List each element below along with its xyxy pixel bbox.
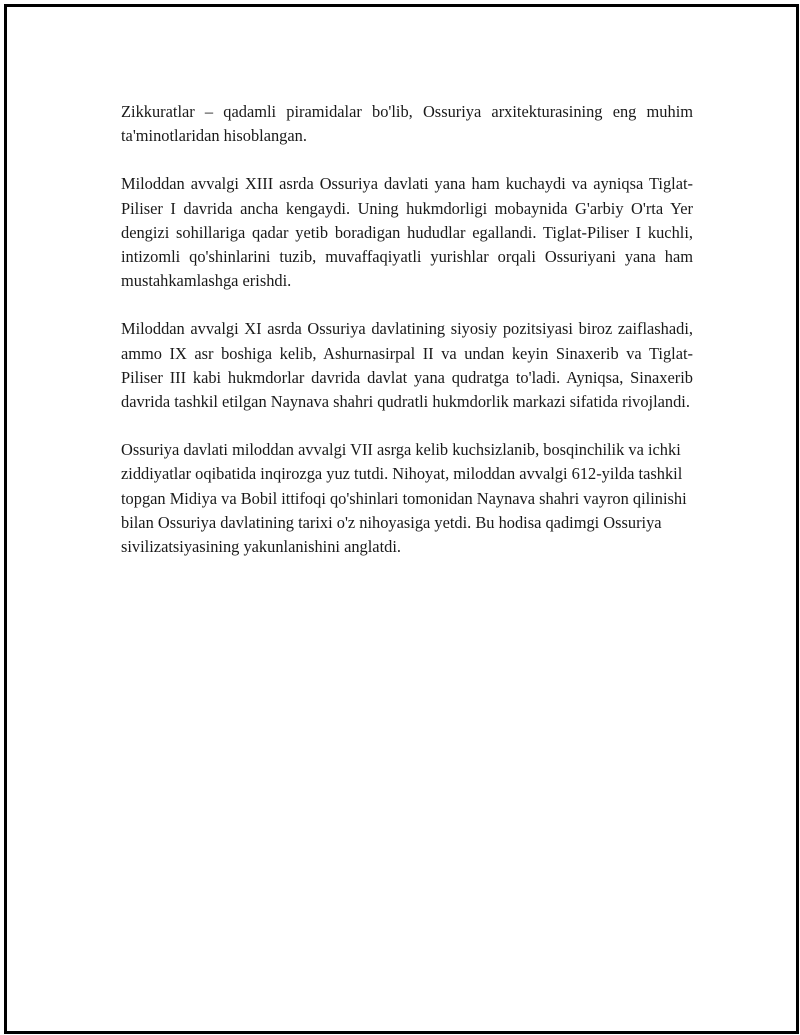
document-page xyxy=(4,4,799,1034)
document-body xyxy=(121,100,693,583)
paragraph-xiii-century: Miloddan avvalgi XIII asrda Ossuriya davlati yana ham kuchaydi va ayniqsa Tiglat-Piliser I davrida ancha kengaydi. Uning hukmdorligi mobaynida G'arbiy O'rta Yer dengizi sohillariga qadar yetib boradigan hududlar egallandi. Tiglat-Piliser I kuchli, intizomli qo'shinlarini tuzib, muvaffaqiyatli yurishlar orqali Ossuriyani yana ham mustahkamlashga erishdi. xyxy=(121,174,693,291)
paragraph-xi-century: Miloddan avvalgi XI asrda Ossuriya davlatining siyosiy pozitsiyasi biroz zaiflashadi, ammo IX asr boshiga kelib, Ashurnasirpal II va undan keyin Sinaxerib va Tiglat-Piliser III kabi hukmdorlar davrida davlat yana qudratga to'ladi. Ayniqsa, Sinaxerib davrida tashkil etilgan Naynava shahri qudratli hukmdorlik markazi sifatida rivojlandi. xyxy=(121,319,693,412)
paragraph-ziggurats: Zikkuratlar – qadamli piramidalar bo'lib, Ossuriya arxitekturasining eng muhim ta'minotlaridan hisoblangan. xyxy=(121,102,693,146)
paragraph-decline: Ossuriya davlati miloddan avvalgi VII asrga kelib kuchsizlanib, bosqinchilik va ichki ziddiyatlar oqibatida inqirozga yuz tutdi. Nihoyat, miloddan avvalgi 612-yilda tashkil topgan Midiya va Bobil ittifoqi qo'shinlari tomonidan Naynava shahri vayron qilinishi bilan Ossuriya davlatining tarixi o'z nihoyasiga yetdi. Bu hodisa qadimgi Ossuriya sivilizatsiyasining yakunlanishini anglatdi. xyxy=(121,440,687,557)
